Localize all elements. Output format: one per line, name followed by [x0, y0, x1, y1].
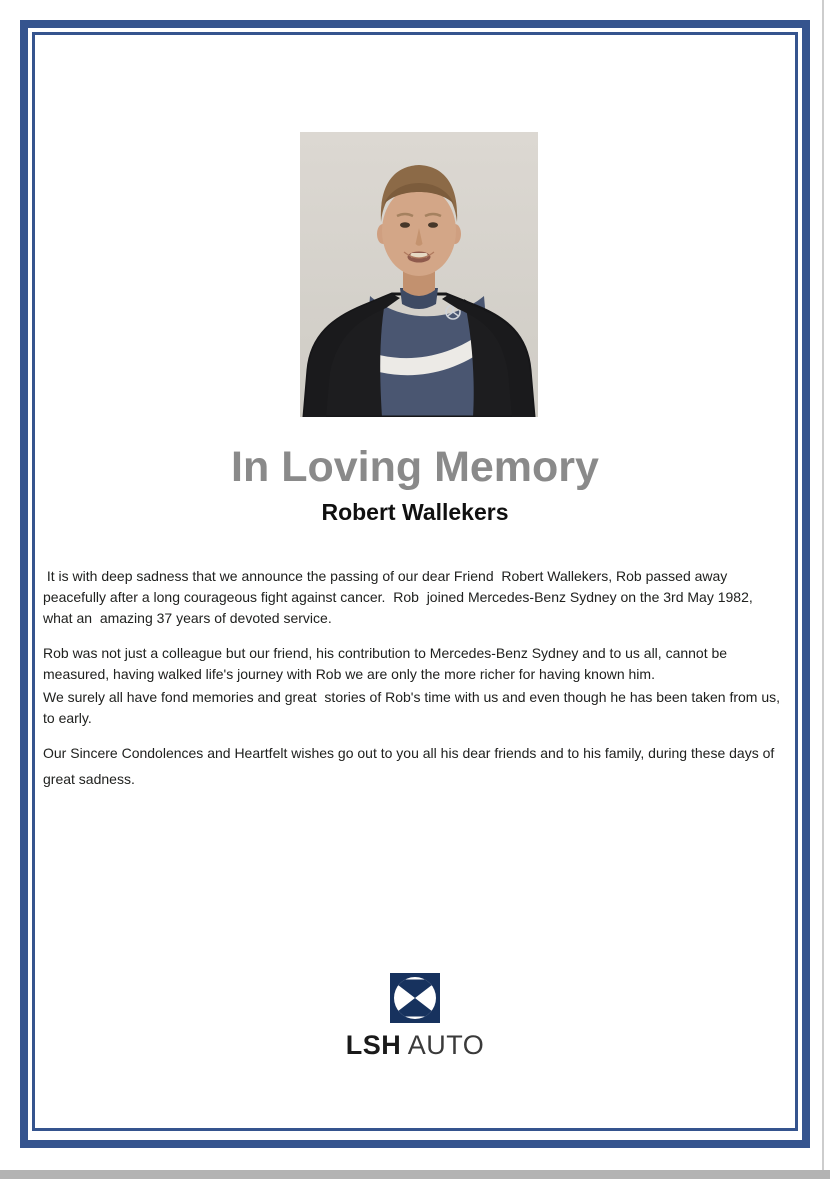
portrait-photo-image	[300, 132, 538, 417]
memorial-paragraph-2: Rob was not just a colleague but our friend, his contribution to Mercedes-Benz Sydney and to us all, cannot be measured, having walked life's journey with Rob we are only the more richer for having known him.	[43, 645, 731, 682]
page-title: In Loving Memory	[231, 443, 599, 491]
brand-name	[346, 1031, 485, 1061]
memorial-paragraph-1: It is with deep sadness that we announce the passing of our dear Friend Robert Wallekers, Rob passed away peacefully after a long courageous fight against cancer. Rob joined Mercedes-Benz Sydney on the 3rd May 1982, what an amazing 37 years of devoted service.	[43, 568, 757, 626]
memorial-paragraph-3: We surely all have fond memories and great stories of Rob's time with us and even though he has been taken from us, to early.	[43, 689, 784, 726]
portrait-photo	[300, 132, 538, 417]
memorial-paragraph-4: Our Sincere Condolences and Heartfelt wishes go out to you all his dear friends and to his family, during these days of great sadness.	[43, 745, 779, 787]
memorial-text	[43, 566, 786, 792]
company-logo-block	[0, 973, 830, 1061]
brand-name-bold: LSH	[345, 1030, 402, 1060]
deceased-name: Robert Wallekers	[321, 499, 509, 525]
lsh-hourglass-logo-icon	[390, 973, 440, 1023]
brand-name-regular: AUTO	[401, 1030, 485, 1060]
page-edge-right	[822, 0, 824, 1179]
page-edge-bottom	[0, 1170, 830, 1179]
